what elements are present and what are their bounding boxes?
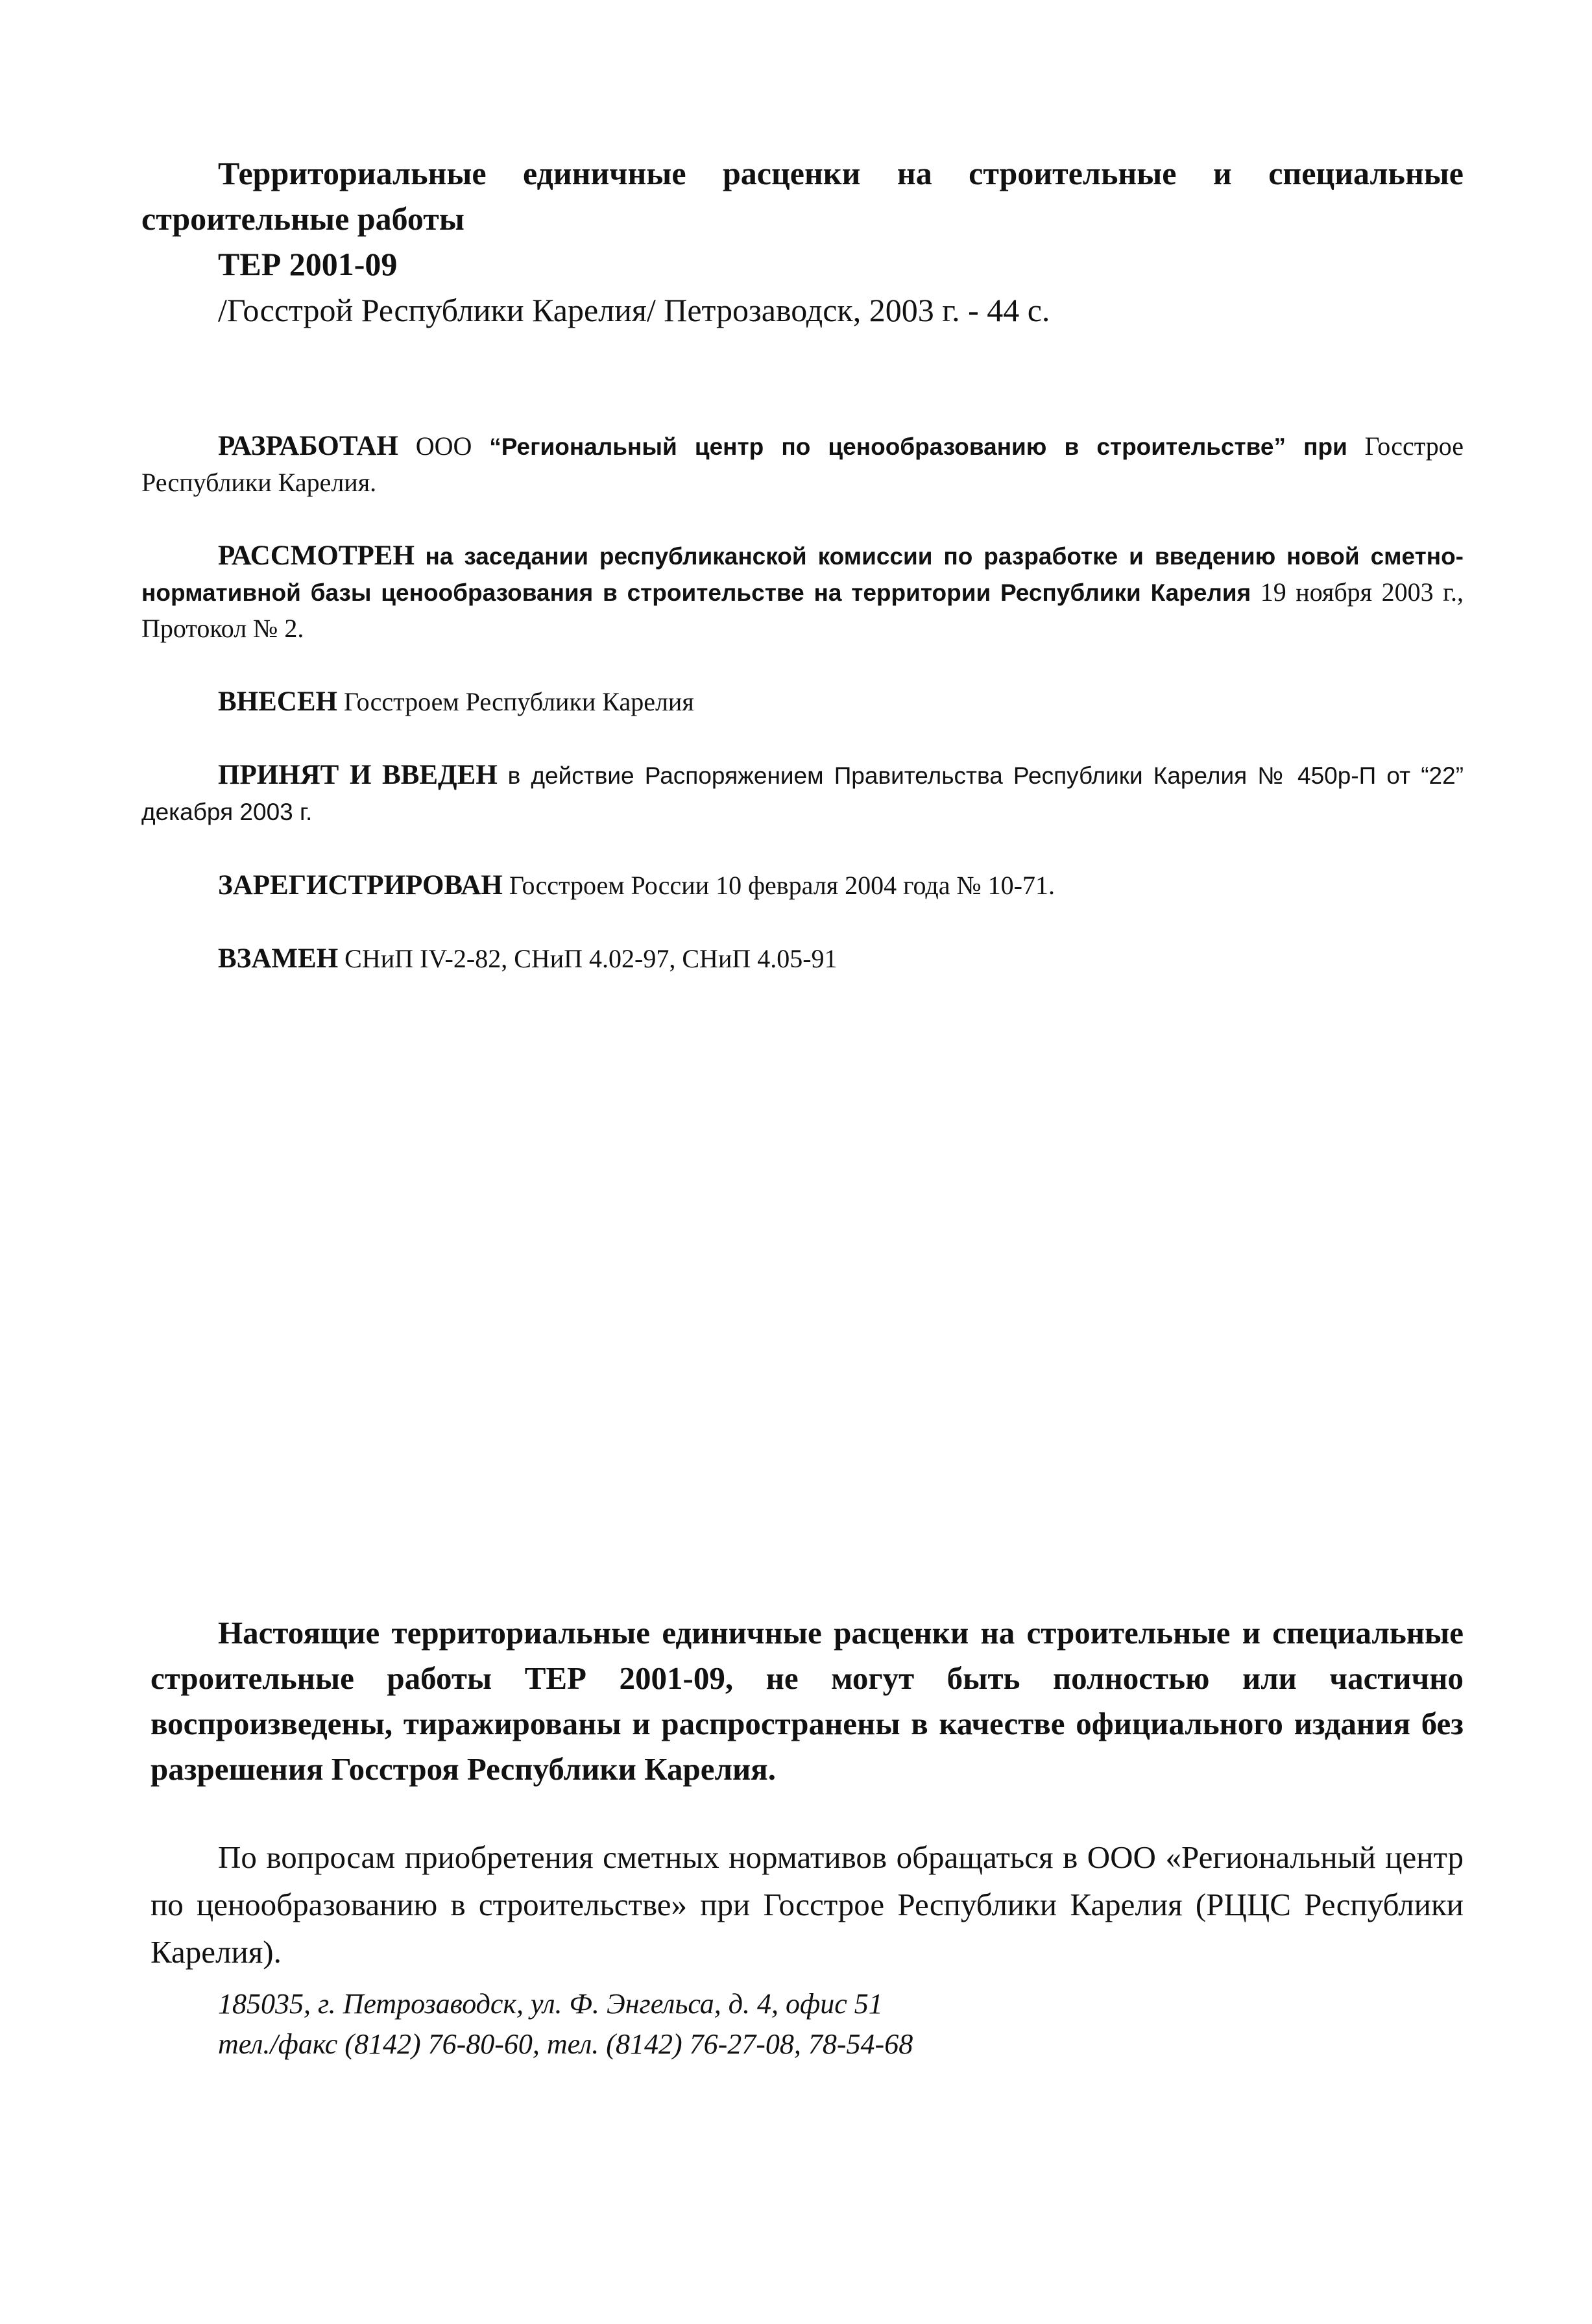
info-developed: [141, 428, 1464, 500]
address-block: [218, 1984, 1321, 2064]
publication-info: /Госстрой Республики Карелия/ Петрозаводск, 2003 г. - 44 с.: [218, 292, 1050, 328]
info-text: “Региональный центр по ценообразованию в строительстве” при: [489, 433, 1347, 460]
info-keyword: РАЗРАБОТАН: [218, 431, 398, 461]
info-text-tail: 19 ноября 2003 г., Протокол № 2.: [141, 577, 1464, 643]
info-keyword: ЗАРЕГИСТРИРОВАН: [218, 870, 503, 901]
info-text: Госстроем России 10 февраля 2004 года № 10-71.: [509, 871, 1055, 900]
info-keyword: ВНЕСЕН: [218, 686, 337, 717]
copyright-notice: Настоящие территориальные единичные расценки на строительные и специальные строительные работы ТЕР 2001-09, не могут быть полностью или частично воспроизведены, тиражированы и распространены в качестве официального издания без разрешения Госстроя Республики Карелия.: [151, 1615, 1464, 1787]
info-text: на заседании республиканской комиссии по разработке и введению новой сметно-нормативной базы ценообразования в строительстве на территории Республики Карелия: [141, 543, 1464, 606]
postal-address: 185035, г. Петрозаводск, ул. Ф. Энгельса, д. 4, офис 51: [218, 1988, 883, 2020]
info-block: [141, 428, 1464, 1014]
contact-paragraph: По вопросам приобретения сметных нормативов обращаться в ООО «Региональный центр по ценообразованию в строительстве» при Госстрое Республики Карелия (РЦЦС Республики Карелия).: [151, 1839, 1464, 1970]
document-title: Территориальные единичные расценки на строительные и специальные строительные работы: [141, 155, 1464, 237]
info-text: Госстроем Республики Карелия: [344, 687, 694, 716]
info-keyword: ВЗАМЕН: [218, 943, 339, 974]
info-text: СНиП IV-2-82, СНиП 4.02-97, СНиП 4.05-91: [344, 944, 838, 973]
info-submitted: [141, 684, 1464, 720]
phone-line: тел./факс (8142) 76-80-60, тел. (8142) 76-27-08, 78-54-68: [218, 2028, 913, 2060]
info-adopted: [141, 757, 1464, 830]
document-code: ТЕР 2001-09: [218, 246, 398, 282]
info-registered: [141, 867, 1464, 903]
info-keyword: ПРИНЯТ И ВВЕДЕН: [218, 760, 498, 790]
title-block: [141, 151, 1464, 333]
info-org: ООО: [415, 431, 472, 461]
info-keyword: РАССМОТРЕН: [218, 540, 415, 571]
info-text-tail: Госстрое Республики Карелия.: [141, 431, 1464, 497]
info-text: в действие Распоряжением Правительства Республики Карелия № 450р-П от “22” декабря 2003 г.: [141, 762, 1464, 825]
info-reviewed: [141, 538, 1464, 646]
info-replaces: [141, 941, 1464, 976]
